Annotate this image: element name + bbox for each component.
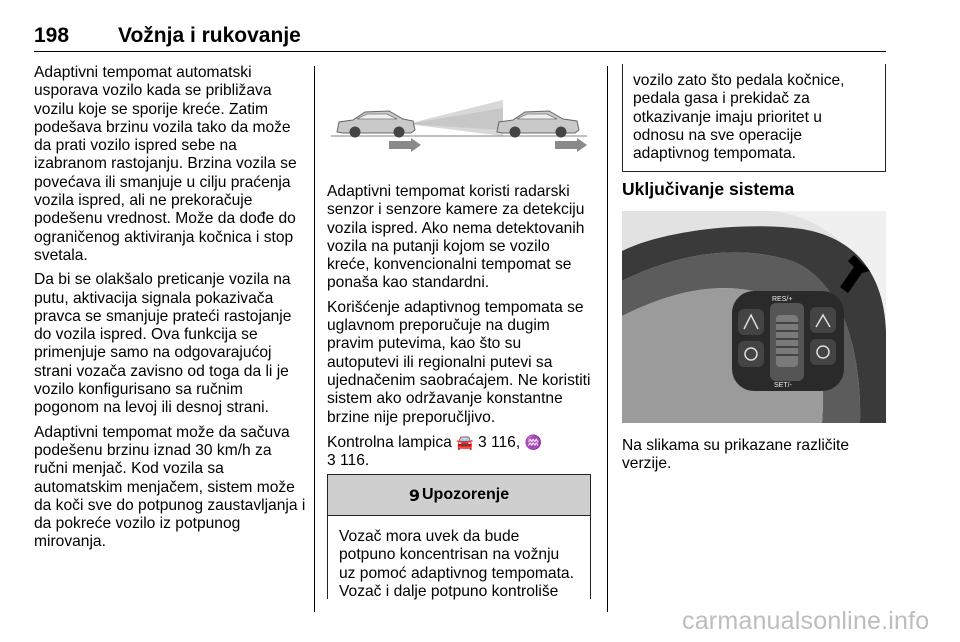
warning-box-continued: vozilo zato što pedala kočnice, pedala gasa i prekidač za otkazivanje imaju prioritet u odnosu na sve operacije adaptivnog tempomata. (622, 64, 886, 172)
column-divider-right (607, 66, 608, 612)
figure-caption: Na slikama su prikazane različite verzije. (622, 437, 850, 473)
column-1 (34, 64, 306, 558)
warning-title: Upozorenje (422, 486, 510, 503)
radar-cars-illustration (327, 66, 591, 172)
res-label: RES/+ (772, 296, 793, 303)
speed-limiter-button[interactable] (810, 339, 836, 365)
column-divider-left (314, 66, 315, 612)
warning-header (328, 475, 590, 516)
acc-on-off-button[interactable] (810, 307, 836, 333)
page-reference-arrow-icon: 3 (327, 452, 336, 470)
steering-wheel-controls-illustration (622, 211, 886, 423)
watermark-text: carmanualsonline.info (682, 607, 930, 635)
cruise-control-indicator-icon: ♒ (524, 433, 542, 450)
paragraph-radar-sensor: Adaptivni tempomat koristi radarski senzor i senzore kamere za detekciju vozila ispred. Ako nema detektovanih vozila na putanji kojom se vozilo kreće, konvencionalni tempomat se ponaša kao standardni. (327, 183, 585, 292)
warning-text: Vozač mora uvek da bude potpuno koncentrisan na vožnju uz pomoć adaptivnog tempomata. Vozač i dalje potpuno kontroliše (339, 528, 574, 600)
page-reference-link[interactable]: 116, (490, 433, 521, 451)
cancel-button[interactable] (738, 341, 764, 367)
page-title: Vožnja i rukovanje (118, 24, 301, 47)
page-reference-arrow-icon: 3 (477, 433, 487, 451)
paragraph-acc-intro: Adaptivni tempomat automatski usporava vozilo kada se približava vozilu koje se sporije kreće. Zatim podešava brzinu vozila tako da može da prati vozilo ispred sebe na izabranom rastojanju. Brzina vozila se povećava ili smanjuje u cilju praćenja vozila ispred, ali ne prekoračuje podešenu vrednost. Može da dođe do ograničenog aktiviranja kočnica i stop svetala. (34, 64, 297, 264)
car-indicator-icon: 🚘 (456, 433, 474, 450)
paragraph-overtaking: Da bi se olakšalo preticanje vozila na putu, aktivacija signala pokazivača pravca se smanjuje prateći rastojanje do vozila ispred. Ova funkcija se primenjuje samo na odgovarajućoj strani vozača zavisno od toga da li je vozilo konfigurisano sa ručnim pogonom na levoj ili desnoj strani. (34, 271, 292, 417)
distance-button[interactable] (738, 309, 764, 335)
section-heading: Uključivanje sistema (622, 179, 795, 199)
paragraph-indicator-lamp: Kontrolna lampica 🚘 3 116, ♒ 3 116. (327, 433, 542, 470)
speed-roller-switch[interactable] (770, 303, 804, 381)
page-number: 198 (34, 24, 70, 47)
warning-triangle-icon: 9 (408, 485, 420, 505)
column-2 (327, 183, 593, 476)
page-reference-link[interactable]: 116. (340, 452, 370, 470)
warning-box (327, 474, 591, 599)
paragraph-speed-range: Adaptivni tempomat može da sačuva podešenu brzinu iznad 30 km/h za ručni menjač. Kod vozila sa automatskim menjačem, sistem može da koči sve do potpunog zaustavljanja i da pokreće vozilo iz potpunog mirovanja. (34, 423, 306, 551)
paragraph-usage-recommendation: Korišćenje adaptivnog tempomata se uglavnom preporučuje na dugim pravim putevima, kao što su autoputevi ili regionalni putevi sa ujednačenim saobraćajem. Ne koristiti sistem ako održavanje konstantne brzine nije preporučljivo. (327, 298, 591, 426)
set-label: SET/- (774, 382, 792, 389)
page-header (34, 24, 886, 52)
